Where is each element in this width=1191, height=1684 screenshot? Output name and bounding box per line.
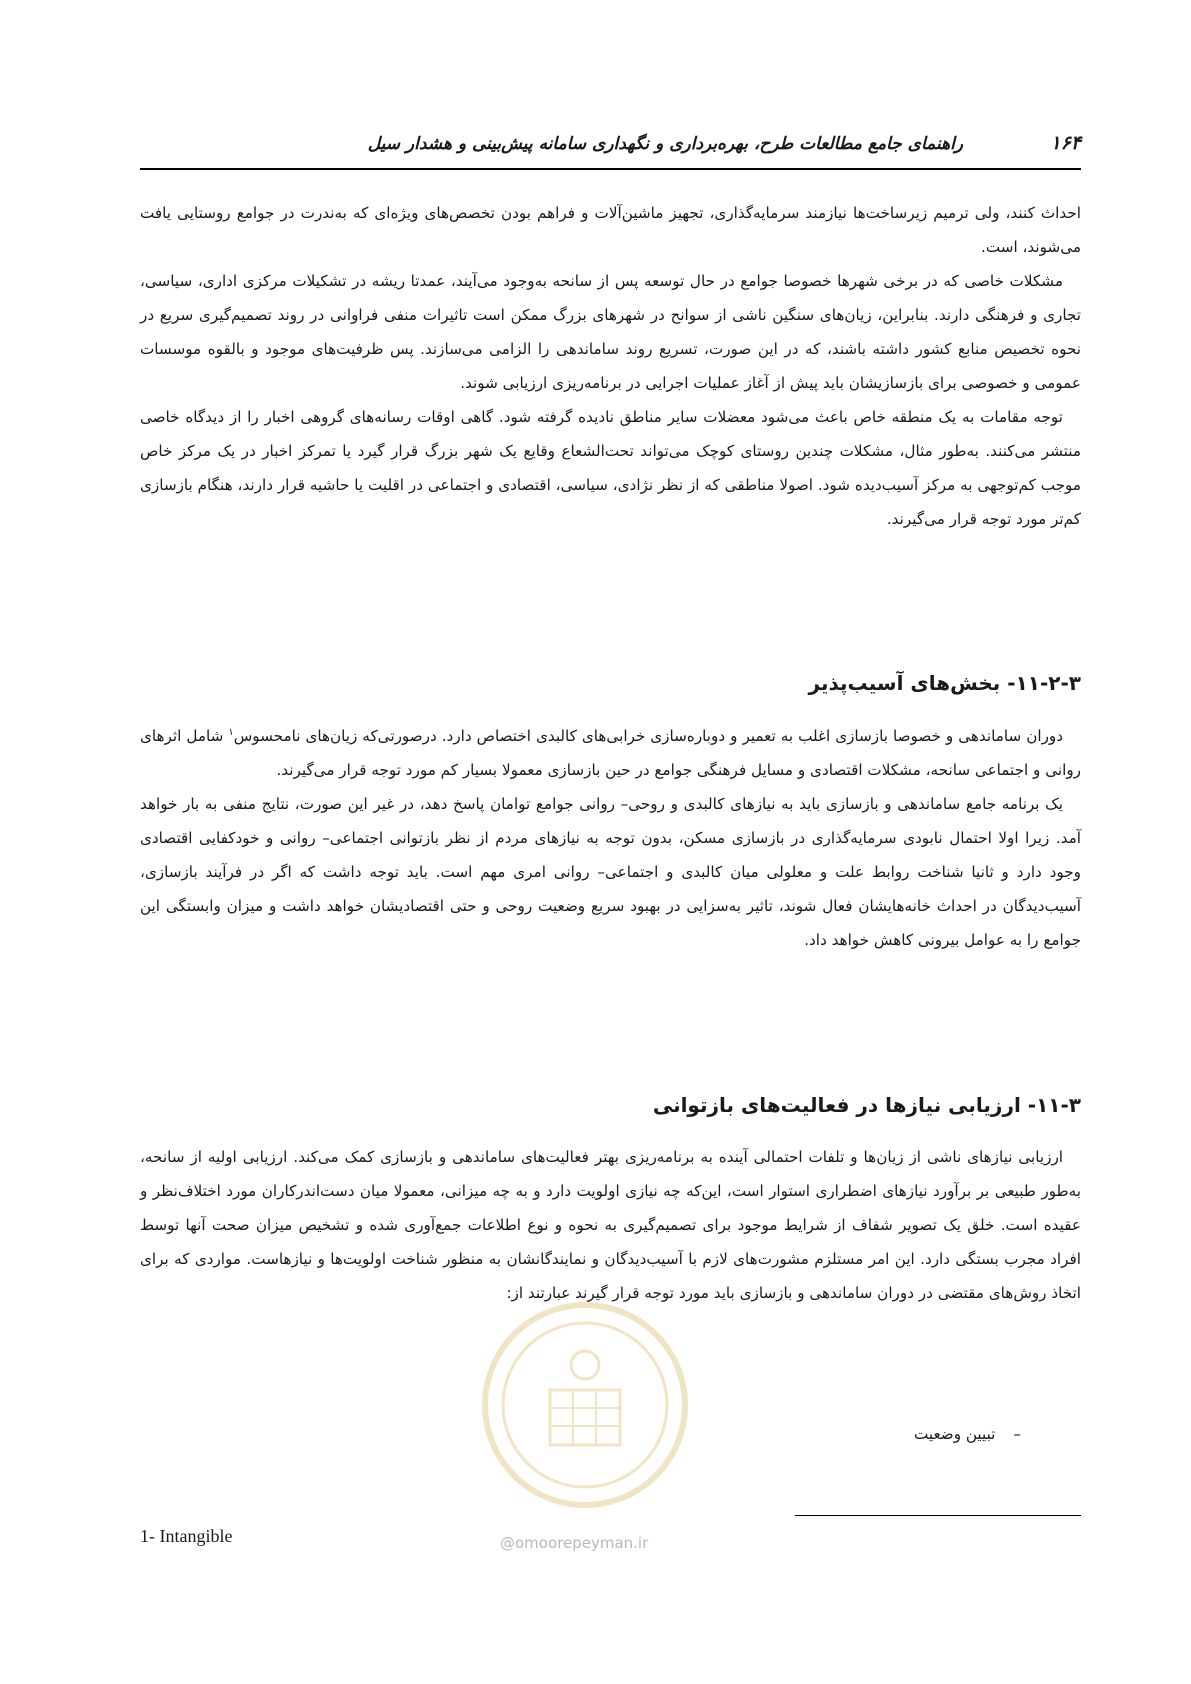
paragraph: ارزیابی نیازهای ناشی از زیان‌ها و تلفات احتمالی آینده به برنامه‌ریزی بهتر فعالیت‌های ساماندهی و بازسازی کمک می‌کند. ارزیابی اولیه از سانحه، به‌طور طبیعی بر برآورد نیازهای اضطراری استوار است، این‌که چه نیازی اولویت دارد و به چه میزانی، معمولا میان دست‌اندرکاران مورد اختلاف‌نظر و عقیده است. خلق یک تصویر شفاف از شرایط موجود برای تصمیم‌گیری به نحوه و نوع اطلاعات جمع‌آوری شده و تشخیص میزان صحت آنها توسط افراد مجرب بستگی دارد. این امر مستلزم مشورت‌های لازم با آسیب‌دیدگان و نمایندگانشان به منظور شناخت اولویت‌ها و نیازهاست. مواردی که برای اتخاذ روش‌های مقتضی در دوران ساماندهی و بازسازی باید مورد توجه قرار گیرند عبارتند از: — [140, 1148, 1081, 1302]
running-header — [140, 128, 1081, 170]
footnote-ref: ۱ — [228, 727, 234, 738]
bullet-item — [914, 1425, 1021, 1443]
section-2-body — [140, 1140, 1081, 1310]
footnote: 1- Intangible — [140, 1526, 233, 1546]
paragraph-text: شامل اثرهای روانی و اجتماعی سانحه، مشکلات اقتصادی و مسایل فرهنگی جوامع در حین بازسازی معمولا بسیار کم مورد توجه قرار می‌گیرند. — [140, 727, 1081, 780]
paragraph: یک برنامه جامع ساماندهی و بازسازی باید به نیازهای کالبدی و روحی– روانی جوامع توامان پاسخ دهد، در غیر این صورت، نتایج منفی به بار خواهد آمد. زیرا اولا احتمال نابودی سرمایه‌گذاری در بازسازی مسکن، بدون توجه به نیازهای مردم از نظر بازتوانی اجتماعی– روانی و خودکفایی اقتصادی وجود دارد و ثانیا شناخت روابط علت و معلولی میان کالبدی و اجتماعی– روانی امری مهم است. باید توجه داشت که اگر در فرآیند بازسازی، آسیب‌دیدگان در احداث خانه‌هایشان فعال شوند، تاثیر به‌سزایی در بهبود سریع وضعیت روحی و حتی اقتصادیشان خواهد داشت و میزان وابستگی این جوامع را به عوامل بیرونی کاهش خواهد داد. — [140, 795, 1081, 950]
paragraph: توجه مقامات به یک منطقه خاص باعث می‌شود معضلات سایر مناطق نادیده گرفته شود. گاهی اوقات رسانه‌های گروهی اخبار را از دیدگاه خاصی منتشر می‌کنند. به‌طور مثال، مشکلات چندین روستای کوچک می‌تواند تحت‌الشعاع وقایع یک شهر بزرگ قرار گیرد یا تمرکز اخبار در یک مرکز خاص موجب کم‌توجهی به مرکز آسیب‌دیده شود. اصولا مناطقی که از نظر نژادی، سیاسی، اقتصادی و اجتماعی در اقلیت یا حاشیه قرار دارند، هنگام بازسازی کم‌تر مورد توجه قرار می‌گیرند. — [140, 408, 1081, 528]
paragraph-text: دوران ساماندهی و خصوصا بازسازی اغلب به تعمیر و دوباره‌سازی خرابی‌های کالبدی اختصاص دارد. درصورتی‌که زیان‌های نامحسوس — [233, 727, 1063, 746]
page-number: ۱۶۴ — [1050, 132, 1081, 154]
watermark-seal-icon — [470, 1290, 700, 1520]
paragraph: مشکلات خاصی که در برخی شهرها خصوصا جوامع در حال توسعه پس از سانحه به‌وجود می‌آیند، عمدتا ریشه در تشکیلات مرکزی اداری، سیاسی، تجاری و فرهنگی دارند. بنابراین، زیان‌های سنگین ناشی از سوانح در شهرهای بزرگ ممکن است تاثیرات منفی فراوانی در روند تصمیم‌گیری سریع در نحوه تخصیص منابع کشور داشته باشند، که در این صورت، تسریع روند ساماندهی را الزامی می‌سازند. پس ظرفیت‌های موجود و بالقوه موسسات عمومی و خصوصی برای بازسازیشان باید پیش از آغاز عملیات اجرایی در برنامه‌ریزی ارزیابی شوند. — [140, 272, 1081, 392]
running-title: راهنمای جامع مطالعات طرح، بهره‌برداری و نگهداری سامانه پیش‌بینی و هشدار سیل — [367, 134, 963, 154]
paragraph — [140, 716, 1081, 787]
watermark-text: @omoorepeyman.ir — [500, 1534, 649, 1552]
section-1-body — [140, 716, 1081, 957]
bullet-text: تبیین وضعیت — [913, 1425, 996, 1443]
section-heading-needs-assessment: ۱۱-۳- ارزیابی نیازها در فعالیت‌های بازتوانی — [652, 1093, 1081, 1117]
section-heading-vulnerable-sectors: ۱۱-۲-۳- بخش‌های آسیب‌پذیر — [808, 671, 1081, 695]
bullet-dash: – — [1013, 1425, 1021, 1443]
footnote-divider — [795, 1515, 1081, 1516]
opening-paragraphs — [140, 196, 1081, 536]
paragraph: احداث کنند، ولی ترمیم زیرساخت‌ها نیازمند سرمایه‌گذاری، تجهیز ماشین‌آلات و فراهم بودن تخصص‌های ویژه‌ای که به‌ندرت در جوامع روستایی یافت می‌شوند، است. — [140, 204, 1081, 256]
